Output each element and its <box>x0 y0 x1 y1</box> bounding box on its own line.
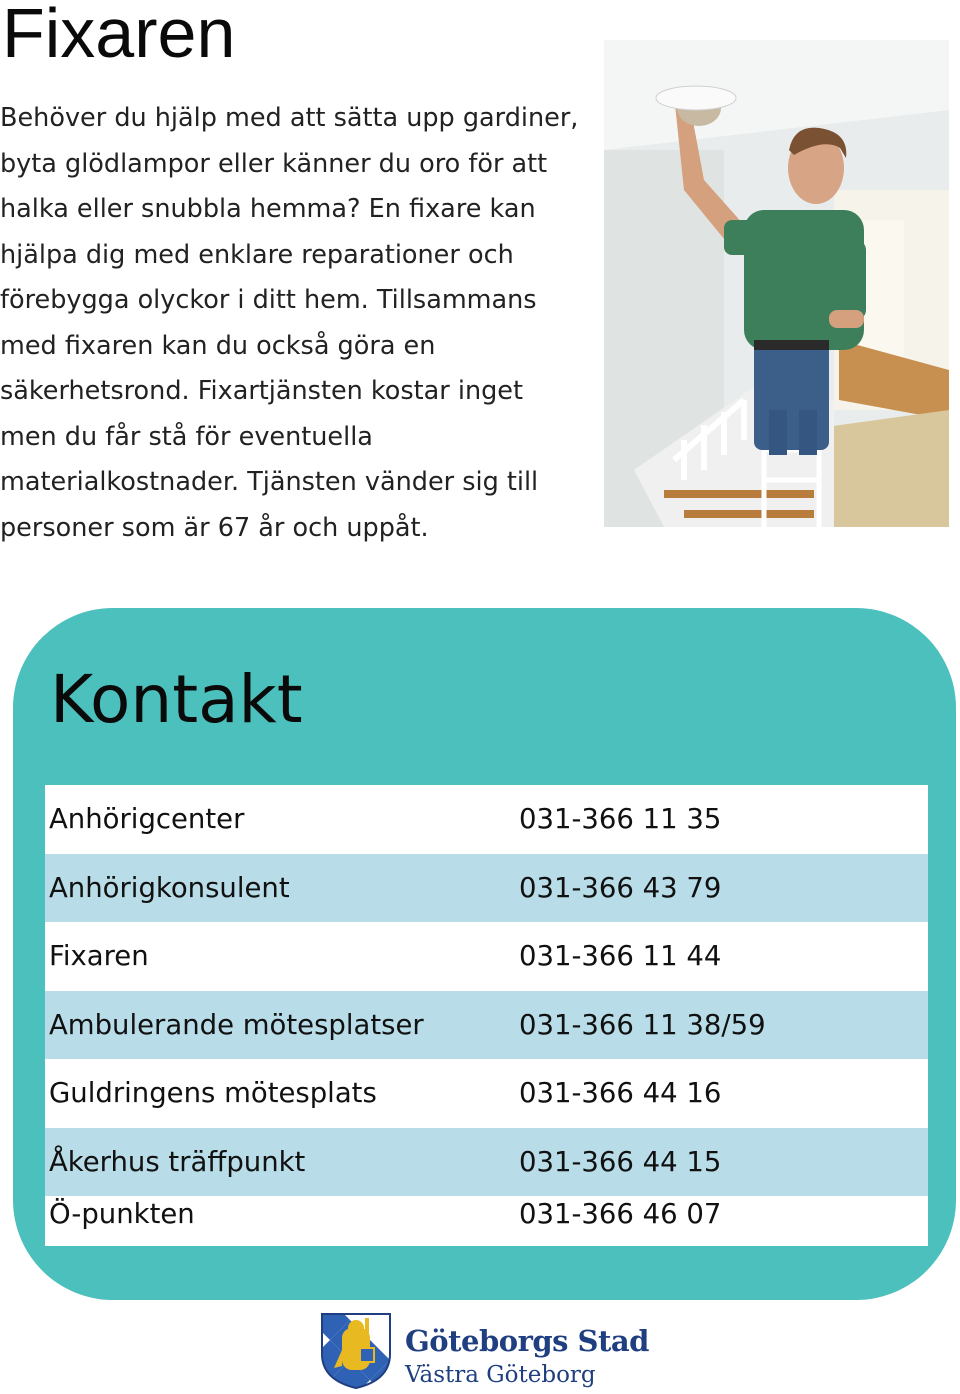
intro-text: Behöver du hjälp med att sätta upp gardiner, byta glödlampor eller känner du oro för att halka eller snubbla hemma? En fixare kan hjälpa dig med enklare reparationer och förebygga olyckor i ditt hem. Tillsammans med fixaren kan du också göra en säkerhetsrond. Fixartjänsten kostar inget men du får stå för eventuella materialkostnader. Tjänsten vänder sig till personer som är 67 år och uppåt. <box>0 103 579 543</box>
contact-table <box>45 785 928 1246</box>
photo-illustration <box>604 40 949 527</box>
photo-man-installing-smoke-detector <box>604 40 949 527</box>
contact-phone[interactable]: 031-366 43 79 <box>519 854 928 923</box>
contact-name: Fixaren <box>45 922 519 991</box>
table-row <box>45 1196 928 1246</box>
table-row <box>45 1059 928 1128</box>
contact-phone[interactable]: 031-366 11 35 <box>519 785 928 854</box>
contact-name: Anhörigcenter <box>45 785 519 854</box>
contact-phone[interactable]: 031-366 44 16 <box>519 1059 928 1128</box>
table-row <box>45 1128 928 1197</box>
contact-name: Åkerhus träffpunkt <box>45 1128 519 1197</box>
table-row <box>45 991 928 1060</box>
page-title: Fixaren <box>2 0 236 72</box>
contact-phone[interactable]: 031-366 46 07 <box>519 1196 928 1246</box>
contact-heading: Kontakt <box>50 661 303 738</box>
contact-name: Ö-punkten <box>45 1196 519 1246</box>
contact-phone[interactable]: 031-366 11 38/59 <box>519 991 928 1060</box>
org-subtitle: Västra Göteborg <box>405 1362 596 1388</box>
contact-phone[interactable]: 031-366 11 44 <box>519 922 928 991</box>
goteborgs-stad-logo <box>320 1310 650 1390</box>
table-row <box>45 922 928 991</box>
table-row <box>45 785 928 854</box>
city-coat-of-arms-icon <box>320 1310 392 1390</box>
contact-name: Guldringens mötesplats <box>45 1059 519 1128</box>
org-name: Göteborgs Stad <box>405 1324 649 1358</box>
contact-phone[interactable]: 031-366 44 15 <box>519 1128 928 1197</box>
table-row <box>45 854 928 923</box>
contact-name: Anhörigkonsulent <box>45 854 519 923</box>
contact-name: Ambulerande mötesplatser <box>45 991 519 1060</box>
